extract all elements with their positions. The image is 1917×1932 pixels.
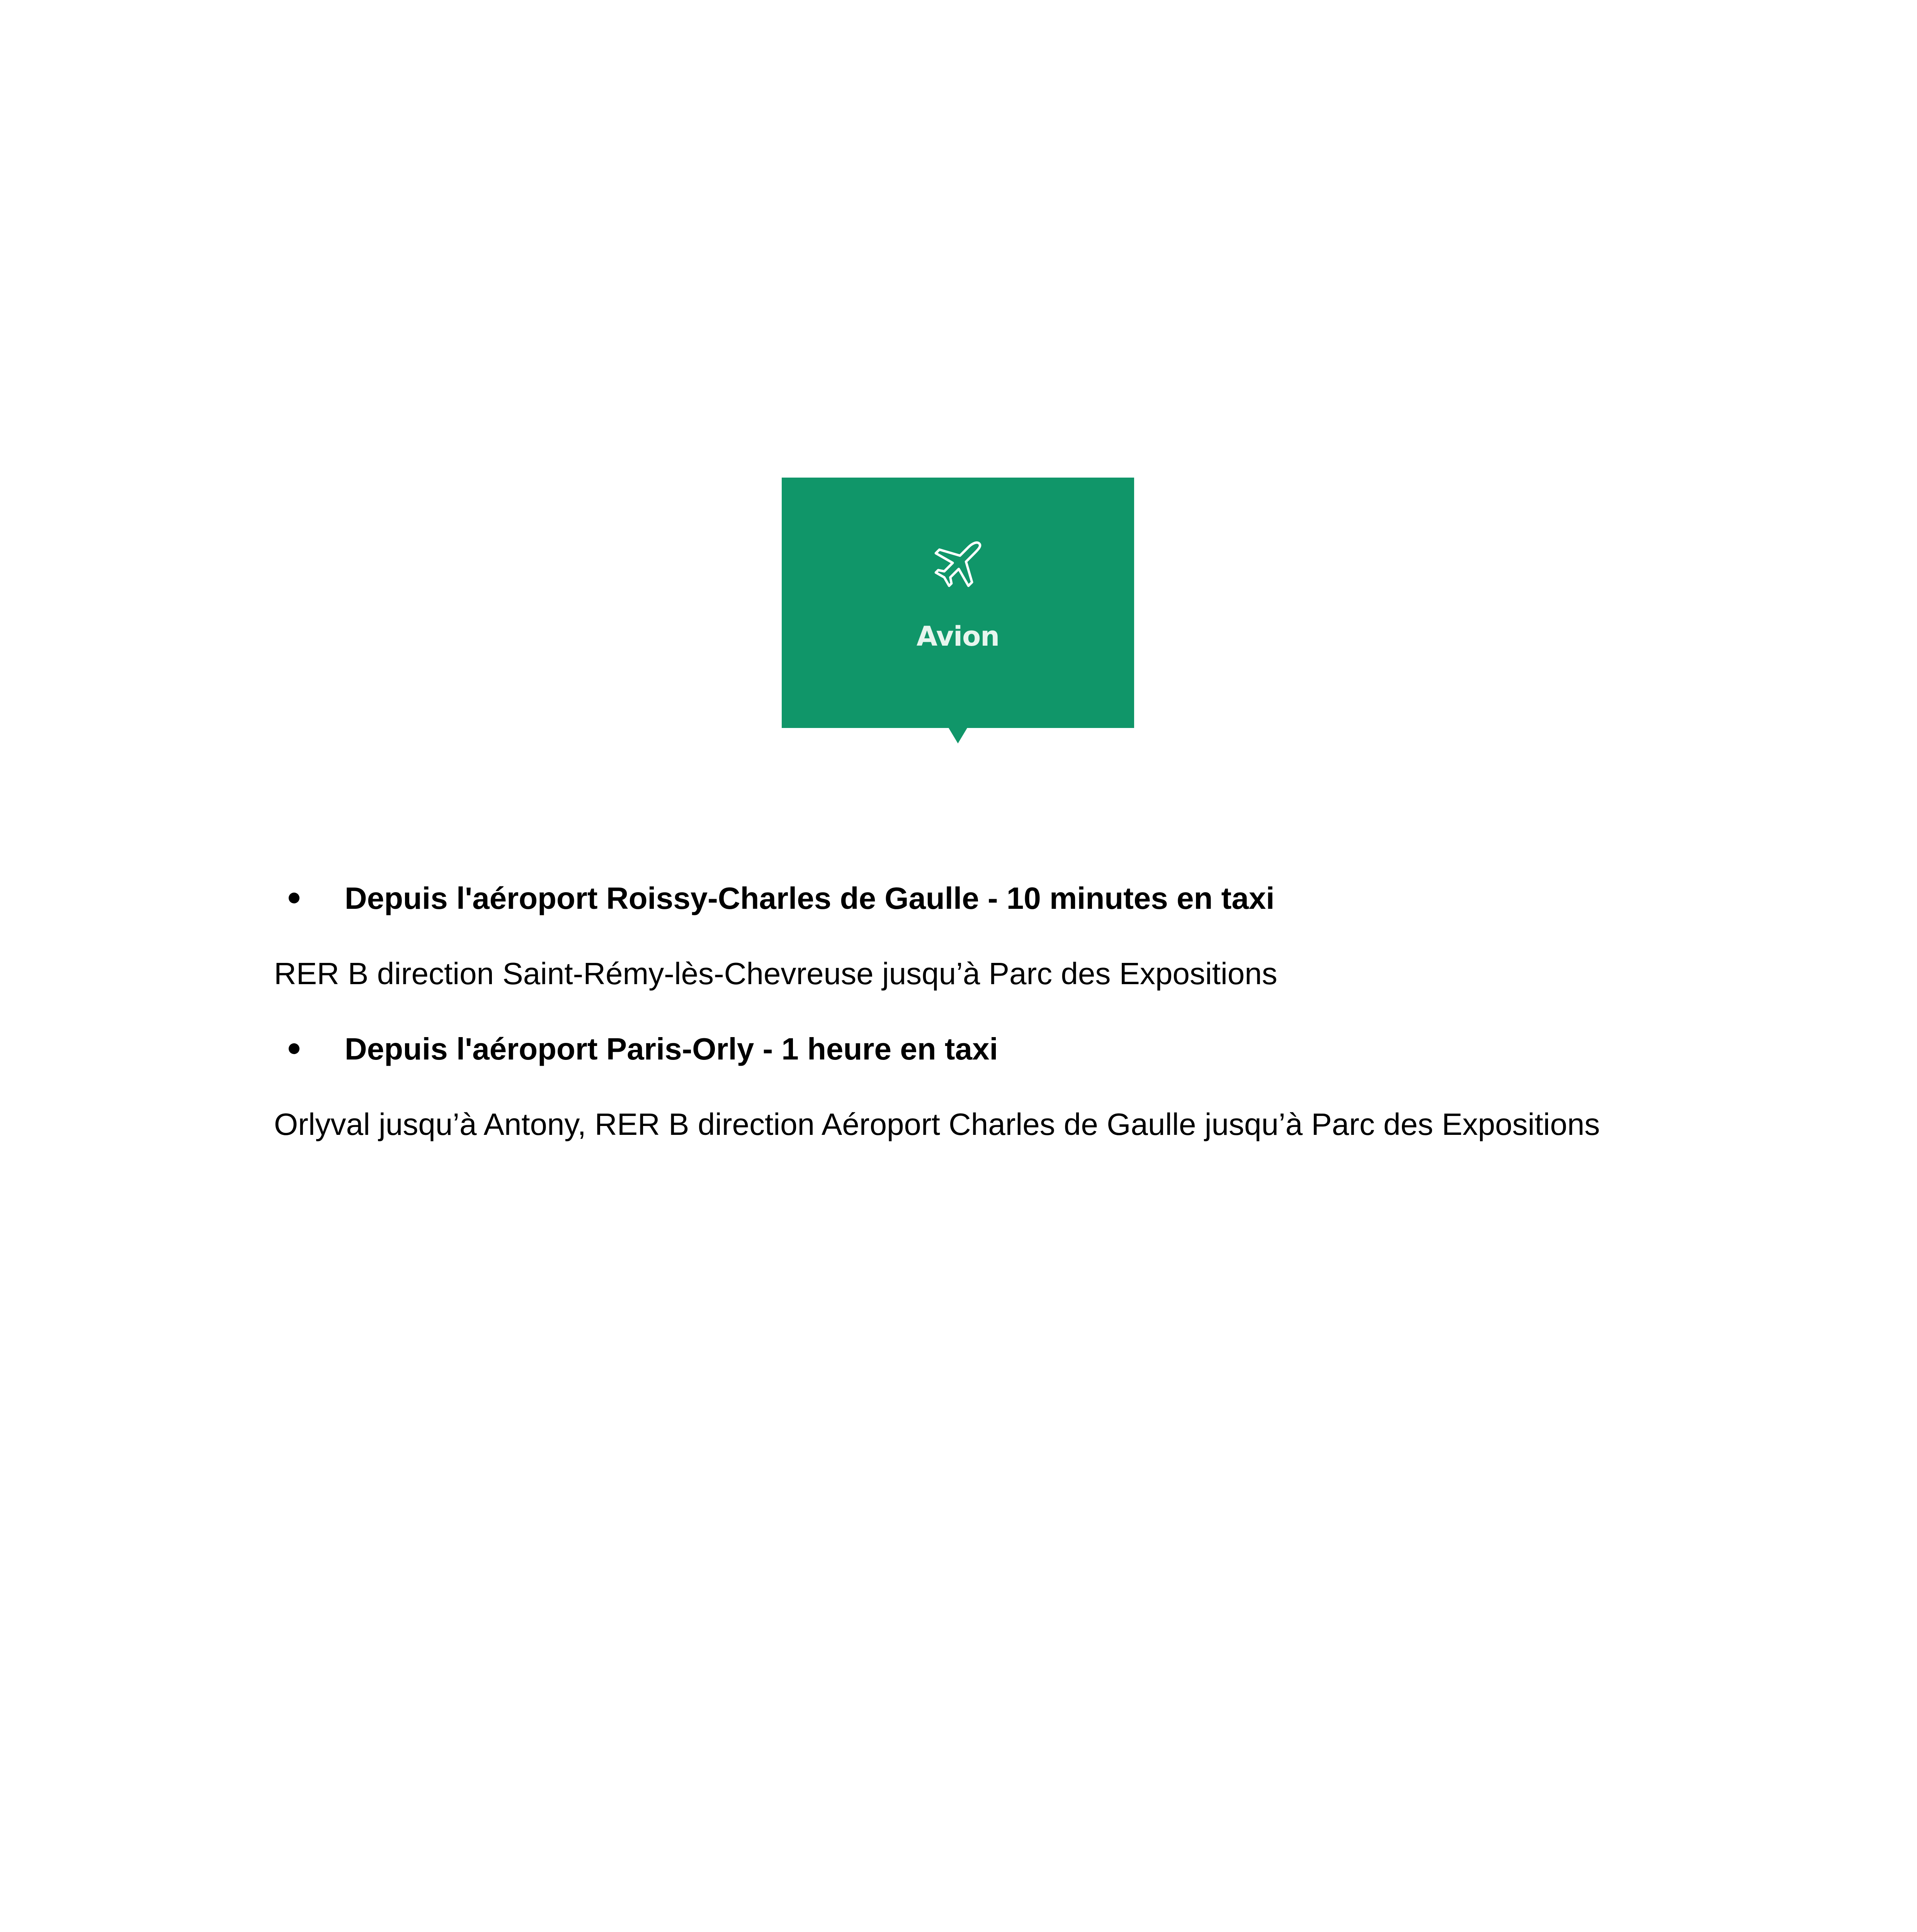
route-list (274, 873, 1781, 1150)
tab-pointer (949, 728, 967, 743)
route-description: RER B direction Saint-Rémy-lès-Chevreuse jusqu’à Parc des Expositions (274, 956, 1277, 991)
tab-label: Avion (916, 621, 1000, 652)
airplane-icon (929, 536, 987, 594)
transport-tab-avion[interactable] (782, 478, 1134, 728)
route-heading-text: Depuis l'aéroport Paris-Orly - 1 heure en taxi (345, 1032, 998, 1066)
route-heading-text: Depuis l'aéroport Roissy-Charles de Gaulle - 10 minutes en taxi (345, 881, 1275, 915)
route-heading (274, 873, 1781, 923)
bullet-icon (289, 893, 299, 903)
route-heading (274, 1024, 1781, 1074)
route-description: Orlyval jusqu’à Antony, RER B direction Aéroport Charles de Gaulle jusqu’à Parc des Expositions (274, 1107, 1600, 1141)
bullet-icon (289, 1043, 299, 1054)
